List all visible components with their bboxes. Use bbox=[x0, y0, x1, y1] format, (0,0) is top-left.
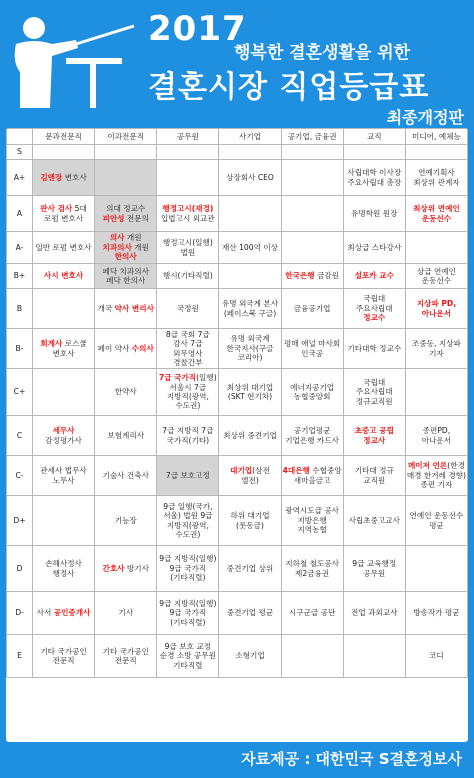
column-header bbox=[7, 129, 33, 145]
highlighted-job: 한국은행 bbox=[285, 271, 315, 281]
table-cell bbox=[281, 264, 343, 289]
job-text: 사립대학 이사장 주요사립대 총장 bbox=[347, 168, 402, 187]
table-cell bbox=[219, 635, 281, 678]
job-text: (일행) 서울시 7급 지방직(광역, 수도권) bbox=[166, 373, 217, 411]
table-cell bbox=[219, 456, 281, 496]
job-text: 상급 연예인 운동선수 bbox=[416, 266, 456, 285]
job-text: 8급 국회 7급 감사 7급 외무영사 경찰간부 bbox=[165, 329, 210, 367]
job-text: 중견기업 평균 bbox=[226, 608, 274, 618]
table-cell bbox=[95, 232, 157, 264]
table-cell bbox=[157, 592, 219, 635]
table-cell bbox=[157, 232, 219, 264]
column-header: 교직 bbox=[343, 129, 405, 145]
job-text: 페닥 치과의사 페닥 한의사 bbox=[102, 266, 149, 285]
table-cell bbox=[343, 456, 405, 496]
table-cell bbox=[219, 232, 281, 264]
table-cell bbox=[405, 635, 467, 678]
job-text: 코디 bbox=[429, 651, 444, 661]
table-cell bbox=[219, 496, 281, 546]
job-text: 방송작가 평균 bbox=[413, 608, 460, 618]
table-cell bbox=[281, 635, 343, 678]
job-text: 기타대 정규 교직원 bbox=[354, 466, 394, 485]
table-row bbox=[7, 232, 468, 264]
job-text: 소형기업 bbox=[235, 651, 265, 661]
table-cell bbox=[157, 635, 219, 678]
table-row bbox=[7, 264, 468, 289]
table-cell bbox=[405, 145, 467, 160]
table-cell bbox=[219, 160, 281, 196]
table-cell bbox=[281, 369, 343, 416]
job-text: 의대 정교수 bbox=[106, 204, 146, 214]
job-text: 평매 애널 마사회 인국공 bbox=[284, 339, 341, 358]
table-cell bbox=[405, 232, 467, 264]
grade-label: E bbox=[7, 635, 33, 678]
job-ranking-table bbox=[6, 128, 468, 678]
job-text: 일반 로펌 변호사 bbox=[35, 242, 92, 252]
table-cell bbox=[33, 456, 95, 496]
job-text: 9급 일행(국가, 서울) 법원 9급 지방직(광역, 수도권) bbox=[163, 501, 213, 539]
table-cell bbox=[405, 289, 467, 329]
table-cell bbox=[95, 416, 157, 456]
highlighted-job: 세무사 bbox=[52, 426, 75, 436]
highlighted-job: 4대은행 bbox=[282, 466, 310, 476]
table-cell bbox=[95, 635, 157, 678]
table-cell bbox=[95, 329, 157, 369]
job-text: 기능장 bbox=[114, 515, 137, 525]
table-cell bbox=[219, 196, 281, 232]
job-text: 최상위 중견기업 bbox=[223, 430, 277, 440]
table-cell bbox=[157, 416, 219, 456]
job-text: 전업 과외교사 bbox=[351, 608, 398, 618]
table-cell bbox=[33, 416, 95, 456]
table-cell bbox=[343, 264, 405, 289]
table-cell bbox=[95, 196, 157, 232]
job-text: 종편PD, 아나운서 bbox=[421, 426, 452, 445]
job-text: 페이 약사 bbox=[97, 343, 132, 353]
job-text: 개원 bbox=[131, 242, 149, 252]
job-text: 로스쿨 변호사 bbox=[52, 339, 87, 358]
table-cell bbox=[343, 546, 405, 592]
grade-label: A+ bbox=[7, 160, 33, 196]
year: 2017 bbox=[148, 9, 247, 49]
table-cell bbox=[33, 369, 95, 416]
table-cell bbox=[343, 496, 405, 546]
highlighted-job: 수의사 bbox=[131, 343, 154, 353]
table-cell bbox=[405, 369, 467, 416]
highlighted-job: 대기업 bbox=[230, 466, 253, 476]
job-text: 입법고시 외교관 bbox=[160, 213, 215, 223]
job-text: 9급 지방직(일행) 9급 국가직(기타직렬) bbox=[159, 554, 217, 583]
job-text: 공기업평균 기업은행 카드사 bbox=[285, 426, 340, 445]
table-cell bbox=[281, 416, 343, 456]
job-text: 연예인 운동선수 평균 bbox=[409, 511, 464, 530]
table-cell bbox=[219, 546, 281, 592]
table-cell bbox=[157, 264, 219, 289]
highlighted-job: 간호사 bbox=[102, 563, 125, 573]
table-cell bbox=[405, 456, 467, 496]
table-cell bbox=[343, 232, 405, 264]
highlighted-job: 의사 bbox=[109, 233, 125, 243]
table-cell bbox=[281, 289, 343, 329]
table-cell bbox=[157, 196, 219, 232]
table-row bbox=[7, 289, 468, 329]
grade-label: D+ bbox=[7, 496, 33, 546]
grade-label: D- bbox=[7, 592, 33, 635]
job-text: 감정평가사 bbox=[45, 435, 82, 445]
table-cell bbox=[95, 289, 157, 329]
grade-label: D bbox=[7, 546, 33, 592]
table-cell bbox=[95, 369, 157, 416]
table-row bbox=[7, 196, 468, 232]
table-cell bbox=[95, 546, 157, 592]
table-cell bbox=[343, 592, 405, 635]
table-cell bbox=[157, 289, 219, 329]
highlighted-job: 치과의사 bbox=[102, 242, 132, 252]
table-cell bbox=[95, 456, 157, 496]
highlighted-job: 설포카 교수 bbox=[354, 271, 394, 281]
highlighted-job: 사시 변호사 bbox=[43, 271, 84, 281]
source-credit: 자료제공 : 대한민국 S결혼정보사 bbox=[241, 750, 462, 768]
table-cell bbox=[281, 196, 343, 232]
highlighted-job: 약사 변리사 bbox=[114, 303, 154, 313]
table-cell bbox=[281, 329, 343, 369]
job-text: 기사 bbox=[118, 608, 134, 618]
highlighted-job: 메이저 언론 bbox=[407, 461, 448, 471]
table-cell bbox=[219, 369, 281, 416]
grade-label: A bbox=[7, 196, 33, 232]
table-cell bbox=[33, 196, 95, 232]
table-cell bbox=[33, 145, 95, 160]
job-text: 손해사정사 행정사 bbox=[45, 559, 82, 578]
table-cell bbox=[343, 635, 405, 678]
table-cell bbox=[343, 160, 405, 196]
grade-label: C+ bbox=[7, 369, 33, 416]
table-cell bbox=[219, 416, 281, 456]
grade-label: B- bbox=[7, 329, 33, 369]
table-row bbox=[7, 145, 468, 160]
table-cell bbox=[405, 592, 467, 635]
table-cell bbox=[95, 592, 157, 635]
teacher-pointing-icon bbox=[6, 12, 140, 108]
job-text: 9급 보호 교정 순경 소방 공무원 기타직렬 bbox=[159, 641, 216, 670]
table-body bbox=[7, 145, 468, 678]
job-text: 최상급 스타강사 bbox=[347, 242, 402, 252]
job-text: 유명 외국계 한국지사(구글 코리아) bbox=[226, 334, 274, 363]
job-text: 방기사 bbox=[124, 563, 149, 573]
job-text: 유명 외국계 본사(페이스북 구글) bbox=[221, 299, 279, 318]
job-text: 금감원 bbox=[314, 271, 340, 281]
table-cell bbox=[157, 496, 219, 546]
job-text: 개국 bbox=[97, 303, 115, 313]
job-text: (한경 매경 한겨레 경향) 종편 기자 bbox=[406, 461, 466, 490]
table-cell bbox=[219, 289, 281, 329]
table-cell bbox=[405, 496, 467, 546]
table-cell bbox=[281, 546, 343, 592]
job-text: 중견기업 상위 bbox=[226, 563, 274, 573]
column-header: 공기업, 금융권 bbox=[281, 129, 343, 145]
table-cell bbox=[33, 329, 95, 369]
page-title: 결혼시장 직업등급표 bbox=[148, 70, 430, 105]
subtitle: 행복한 결혼생활을 위한 bbox=[234, 43, 411, 63]
highlighted-job: 초중고 공립 정교사 bbox=[354, 426, 394, 445]
header bbox=[0, 0, 474, 125]
job-text: 기술사 건축사 bbox=[102, 470, 149, 480]
job-text: 에너지공기업 농협중앙회 bbox=[290, 382, 335, 401]
ranking-card bbox=[6, 128, 468, 742]
table-cell bbox=[33, 264, 95, 289]
table-cell bbox=[343, 289, 405, 329]
table-cell bbox=[157, 145, 219, 160]
grade-label: A- bbox=[7, 232, 33, 264]
table-cell bbox=[157, 369, 219, 416]
job-text: 9급 지방직(일행) 9급 국가직(기타직렬) bbox=[159, 598, 217, 627]
highlighted-job: 7급 bbox=[159, 373, 172, 383]
job-text: 7급 보호고정 bbox=[165, 470, 210, 480]
table-row bbox=[7, 416, 468, 456]
highlighted-job: 정교수 bbox=[363, 313, 386, 323]
table-cell bbox=[95, 145, 157, 160]
job-text: 국립대 주요사립대 bbox=[355, 294, 393, 313]
table-cell bbox=[33, 592, 95, 635]
table-cell bbox=[219, 592, 281, 635]
job-text: (삼전 엘전) bbox=[241, 466, 270, 485]
table-cell bbox=[157, 456, 219, 496]
table-header-row bbox=[7, 129, 468, 145]
highlighted-job: 최상위 연예인 운동선수 bbox=[413, 204, 460, 223]
column-header: 사기업 bbox=[219, 129, 281, 145]
grade-label: B bbox=[7, 289, 33, 329]
table-cell bbox=[157, 160, 219, 196]
table-row bbox=[7, 635, 468, 678]
grade-label: S bbox=[7, 145, 33, 160]
job-text: 재산 100억 이상 bbox=[221, 242, 278, 252]
table-cell bbox=[281, 592, 343, 635]
job-text: 국립대 주요사립대 정규교직원 bbox=[355, 377, 393, 406]
table-row bbox=[7, 546, 468, 592]
job-text: 수협중앙 새마을금고 bbox=[293, 466, 342, 485]
job-text: 행시(기타직렬) bbox=[162, 271, 213, 281]
job-text: 보험계리사 bbox=[107, 430, 145, 440]
table-cell bbox=[33, 496, 95, 546]
job-text: 9급 교육행정 공무원 bbox=[352, 559, 397, 578]
table-row bbox=[7, 369, 468, 416]
table-cell bbox=[343, 329, 405, 369]
job-text: 7급 지방직 7급 국가직(기타) bbox=[162, 426, 214, 445]
table-cell bbox=[219, 145, 281, 160]
table-cell bbox=[219, 329, 281, 369]
job-text: 5대 로펌 변호사 bbox=[44, 204, 87, 223]
table-cell bbox=[33, 635, 95, 678]
job-text: 사서 bbox=[36, 608, 54, 618]
grade-label: C bbox=[7, 416, 33, 456]
job-text: 한약사 bbox=[114, 387, 137, 397]
job-text: 기타대학 정교수 bbox=[347, 343, 402, 353]
job-text: 행정고시(일행) 법원 bbox=[162, 238, 213, 257]
highlighted-job: 국가직 bbox=[174, 373, 197, 383]
table-cell bbox=[281, 232, 343, 264]
table-cell bbox=[405, 264, 467, 289]
job-text: 변호사 bbox=[62, 172, 87, 182]
table-cell bbox=[33, 232, 95, 264]
highlighted-job: 행정고시(재경) bbox=[162, 204, 214, 214]
job-text: 개원 bbox=[124, 233, 142, 243]
table-cell bbox=[281, 145, 343, 160]
column-header: 미디어, 예체능 bbox=[405, 129, 467, 145]
grade-label: C- bbox=[7, 456, 33, 496]
table-cell bbox=[343, 416, 405, 456]
highlighted-job: 판사 검사 bbox=[40, 204, 73, 214]
table-cell bbox=[405, 160, 467, 196]
job-text: 하위 대기업(롯동금) bbox=[230, 511, 270, 530]
table-cell bbox=[95, 264, 157, 289]
table-cell bbox=[405, 546, 467, 592]
table-row bbox=[7, 496, 468, 546]
table-row bbox=[7, 160, 468, 196]
job-text: 기타 국가공인 전문직 bbox=[40, 646, 87, 665]
job-text: 금융공기업 bbox=[293, 303, 331, 313]
table-row bbox=[7, 456, 468, 496]
table-cell bbox=[343, 145, 405, 160]
table-cell bbox=[405, 329, 467, 369]
column-header: 공무원 bbox=[157, 129, 219, 145]
table-cell bbox=[33, 289, 95, 329]
highlighted-job: 공인중개사 bbox=[53, 608, 91, 618]
job-text: 유명학원 원장 bbox=[351, 208, 398, 218]
table-row bbox=[7, 329, 468, 369]
highlighted-job: 회계사 bbox=[40, 339, 63, 349]
column-header: 이과전문직 bbox=[95, 129, 157, 145]
table-cell bbox=[219, 264, 281, 289]
highlighted-job: 지상파 PD, 아나운서 bbox=[416, 299, 457, 318]
job-text: 광역시도급 공사 지방은행 지역농협 bbox=[285, 506, 340, 535]
highlighted-job: 김앤장 bbox=[40, 172, 63, 182]
table-cell bbox=[281, 496, 343, 546]
grade-label: B+ bbox=[7, 264, 33, 289]
job-text: 사립초중고교사 bbox=[348, 515, 400, 525]
job-text: 상장회사 CEO bbox=[226, 172, 274, 182]
table-cell bbox=[157, 546, 219, 592]
job-text: 전문의 bbox=[124, 213, 149, 223]
job-text: 연예기획사 최상위 관계자 bbox=[413, 168, 460, 187]
table-cell bbox=[33, 160, 95, 196]
job-text: 관세사 법무사 노무사 bbox=[40, 466, 87, 485]
table-row bbox=[7, 592, 468, 635]
table-cell bbox=[157, 329, 219, 369]
highlighted-job: 한의사 bbox=[114, 252, 137, 262]
table-cell bbox=[405, 196, 467, 232]
job-text: 최상위 대기업(SKT 현기차) bbox=[226, 382, 274, 401]
job-text: 시구군급 공단 bbox=[288, 608, 336, 618]
table-cell bbox=[95, 160, 157, 196]
highlighted-job: 피안성 bbox=[102, 213, 125, 223]
table-cell bbox=[95, 496, 157, 546]
edition-label: 최종개정판 bbox=[386, 108, 464, 127]
job-text: 국정원 bbox=[176, 303, 199, 313]
table-cell bbox=[281, 160, 343, 196]
table-cell bbox=[343, 196, 405, 232]
table-cell bbox=[343, 369, 405, 416]
job-text: 조중동, 지상파 기자 bbox=[412, 339, 461, 358]
job-text: 기타 국가공인 전문직 bbox=[102, 646, 149, 665]
column-header: 문과전문직 bbox=[33, 129, 95, 145]
table-cell bbox=[405, 416, 467, 456]
table-cell bbox=[33, 546, 95, 592]
job-text: 지하철 철도공사 제2금융권 bbox=[285, 559, 340, 578]
table-cell bbox=[281, 456, 343, 496]
